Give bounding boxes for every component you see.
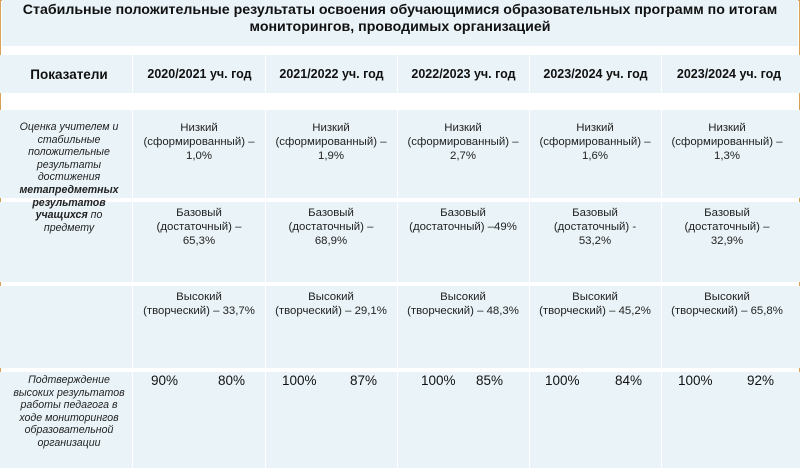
level-desc: (творческий) – 65,8% [671, 305, 783, 317]
level-desc: (творческий) – 29,1% [275, 305, 387, 317]
header-year-3: 2022/2023 уч. год [411, 67, 516, 81]
row-label-text: по предмету [43, 209, 103, 234]
level-desc: (достаточный) –49% [409, 221, 517, 233]
cell-low [397, 121, 529, 163]
confirm-value: 92% [747, 373, 775, 388]
level-name: Базовый [704, 207, 750, 219]
level-name: Низкий [576, 122, 614, 134]
level-desc: (достаточный) – [684, 221, 770, 233]
header-year-5: 2023/2024 уч. год [676, 67, 782, 81]
confirm-value: 84% [615, 373, 643, 388]
cell-low [133, 121, 265, 163]
level-desc: (творческий) – 48,3% [407, 305, 519, 317]
column-divider [132, 55, 133, 468]
confirm-value: 85% [476, 373, 504, 388]
level-desc: (сформированный) – [143, 136, 255, 148]
header-year-2: 2021/2022 уч. год [279, 67, 384, 81]
cell-base [133, 206, 265, 248]
level-name: Низкий [180, 122, 218, 134]
column-divider [397, 55, 398, 468]
cell-low [265, 121, 397, 163]
level-name: Высокий [176, 291, 222, 303]
level-desc: (сформированный) – [539, 136, 651, 148]
level-desc: (сформированный) – [407, 136, 519, 148]
cell-high [133, 290, 265, 318]
level-desc: (творческий) – 45,2% [539, 305, 651, 317]
level-name: Базовый [440, 207, 486, 219]
level-value: 65,3% [182, 235, 216, 247]
level-value: 68,9% [314, 235, 348, 247]
confirm-value: 87% [350, 373, 378, 388]
level-desc: (сформированный) – [275, 136, 387, 148]
cell-high [529, 290, 661, 318]
column-divider [661, 55, 662, 468]
cell-high [265, 290, 397, 318]
level-name: Высокий [572, 291, 618, 303]
page-title [0, 2, 800, 36]
level-name: Базовый [308, 207, 354, 219]
confirm-value: 100% [545, 373, 580, 388]
title-line-2: мониторингов, проводимых организацией [249, 19, 551, 35]
column-divider [529, 55, 530, 468]
level-name: Высокий [704, 291, 750, 303]
row-label-bold: метапредметных результатов учащихся [19, 183, 119, 222]
cell-base [661, 206, 793, 248]
confirm-value: 80% [218, 373, 246, 388]
level-desc: (творческий) – 33,7% [143, 305, 255, 317]
row-label-confirmation: Подтверждение высоких результатов работы педагога в ходе мониторингов образовательной организации [13, 374, 125, 449]
level-desc: (достаточный) – [288, 221, 374, 233]
level-name: Низкий [708, 122, 746, 134]
row-label-metasubject [10, 121, 128, 234]
header-indicators: Показатели [30, 67, 108, 82]
level-name: Высокий [308, 291, 354, 303]
level-name: Базовый [572, 207, 618, 219]
cell-base [265, 206, 397, 248]
column-divider [265, 55, 266, 468]
header-year-4: 2023/2024 уч. год [543, 67, 648, 81]
level-name: Базовый [176, 207, 222, 219]
level-value: 1,3% [714, 150, 740, 162]
level-name: Низкий [444, 122, 482, 134]
cell-low [661, 121, 793, 163]
cell-base [397, 206, 529, 234]
level-name: Низкий [312, 122, 350, 134]
level-value: 32,9% [710, 235, 744, 247]
level-desc: (сформированный) – [671, 136, 783, 148]
header-year-1: 2020/2021 уч. год [147, 67, 252, 81]
level-desc: (достаточный) – [156, 221, 242, 233]
level-value: 2,7% [450, 150, 476, 162]
cell-high [661, 290, 793, 318]
level-name: Высокий [440, 291, 486, 303]
level-value: 1,9% [318, 150, 344, 162]
cell-base [529, 206, 661, 248]
confirm-value: 100% [282, 373, 317, 388]
level-value: 1,0% [186, 150, 212, 162]
confirm-value: 100% [678, 373, 713, 388]
cell-low [529, 121, 661, 163]
level-desc: (достаточный) - [553, 221, 637, 233]
level-value: 53,2% [578, 235, 612, 247]
title-line-1: Стабильные положительные результаты освоения обучающимися образовательных программ по итогам [22, 2, 778, 18]
confirm-value: 90% [151, 373, 179, 388]
confirm-value: 100% [421, 373, 456, 388]
cell-high [397, 290, 529, 318]
row-label-text: Оценка учителем и стабильные положительные результаты достижения [19, 121, 119, 184]
level-value: 1,6% [582, 150, 608, 162]
